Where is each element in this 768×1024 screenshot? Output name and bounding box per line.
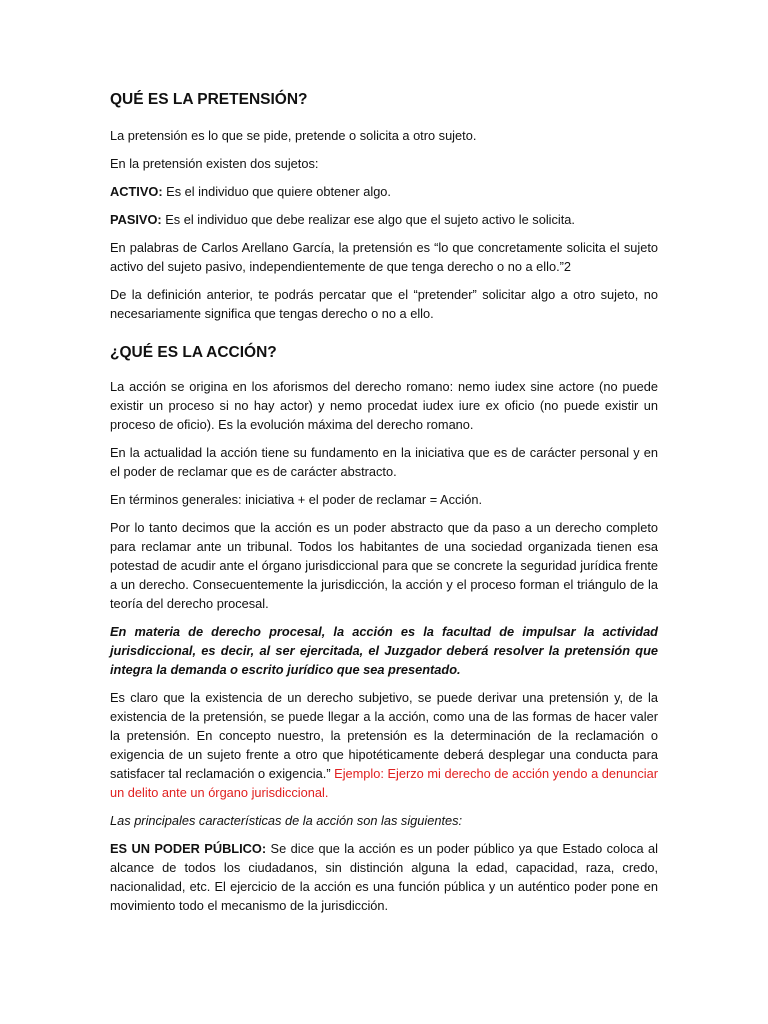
paragraph-arellano-quote: En palabras de Carlos Arellano García, la pretensión es “lo que concretamente solicita el sujeto activo del sujeto pasivo, independientemente de que tenga derecho o no a ello.”2	[110, 240, 658, 274]
paragraph-subjective-right	[110, 688, 658, 802]
paragraph-two-subjects: En la pretensión existen dos sujetos:	[110, 156, 319, 171]
heading-accion: ¿QUÉ ES LA ACCIÓN?	[110, 344, 277, 361]
paragraph-pretension-definition: La pretensión es lo que se pide, pretende o solicita a otro sujeto.	[110, 128, 477, 143]
paragraph-public-power	[110, 839, 658, 915]
pasivo-text: Es el individuo que debe realizar ese algo que el sujeto activo le solicita.	[161, 212, 575, 227]
subjective-right-text: Es claro que la existencia de un derecho subjetivo, se puede derivar una pretensión y, de la existencia de la pretensión, se puede llegar a la acción, como una de las formas de hacer valer la pretensión. En concepto nuestro, la pretensión es la determinación de la reclamación o exigencia de un sujeto frente a otro que hipotéticamente deberá desplegar una conducta para satisfacer tal reclamación o exigencia.”	[110, 690, 658, 781]
paragraph-origin: La acción se origina en los aforismos del derecho romano: nemo iudex sine actore (no puede existir un proceso si no hay actor) y nemo procedat iudex iure ex oficio (no puede existir un proceso de oficio). Es la evolución máxima del derecho romano.	[110, 379, 658, 432]
activo-label: ACTIVO:	[110, 184, 163, 199]
example-text: Ejemplo: Ejerzo mi derecho de acción yendo a denunciar un delito ante un órgano jurisdiccional.	[110, 766, 658, 800]
pasivo-label: PASIVO:	[110, 212, 162, 227]
paragraph-abstract-power: Por lo tanto decimos que la acción es un poder abstracto que da paso a un derecho completo para reclamar ante un tribunal. Todos los habitantes de una sociedad organizada tienen esa potestad de acudir ante el órgano jurisdiccional para que se concrete la seguridad jurídica frente a un derecho. Consecuentemente la jurisdicción, la acción y el proceso forman el triángulo de la teoría del derecho procesal.	[110, 520, 658, 611]
public-power-text: Se dice que la acción es un poder público ya que Estado coloca al alcance de todos los ciudadanos, sin distinción alguna la edad, capacidad, raza, credo, nacionalidad, etc. El ejercicio de la acción es una función pública y un auténtico poder pone en movimiento todo el mecanismo de la jurisdicción.	[110, 841, 658, 913]
paragraph-definition-note: De la definición anterior, te podrás percatar que el “pretender” solicitar algo a otro sujeto, no necesariamente significa que tengas derecho o no a ello.	[110, 287, 658, 321]
paragraph-procedural-law: En materia de derecho procesal, la acción es la facultad de impulsar la actividad jurisdiccional, es decir, al ser ejercitada, el Juzgador deberá resolver la pretensión que integra la demanda o escrito jurídico que sea presentado.	[110, 624, 658, 677]
paragraph-foundation: En la actualidad la acción tiene su fundamento en la iniciativa que es de carácter personal y en el poder de reclamar que es de carácter abstracto.	[110, 445, 658, 479]
heading-pretension: QUÉ ES LA PRETENSIÓN?	[110, 91, 308, 108]
activo-text: Es el individuo que quiere obtener algo.	[162, 184, 391, 199]
paragraph-characteristics-intro: Las principales características de la acción son las siguientes:	[110, 813, 463, 828]
paragraph-formula: En términos generales: iniciativa + el poder de reclamar = Acción.	[110, 492, 483, 507]
public-power-label: ES UN PODER PÚBLICO:	[110, 841, 267, 856]
paragraph-pasivo	[110, 210, 658, 229]
paragraph-activo	[110, 182, 658, 201]
